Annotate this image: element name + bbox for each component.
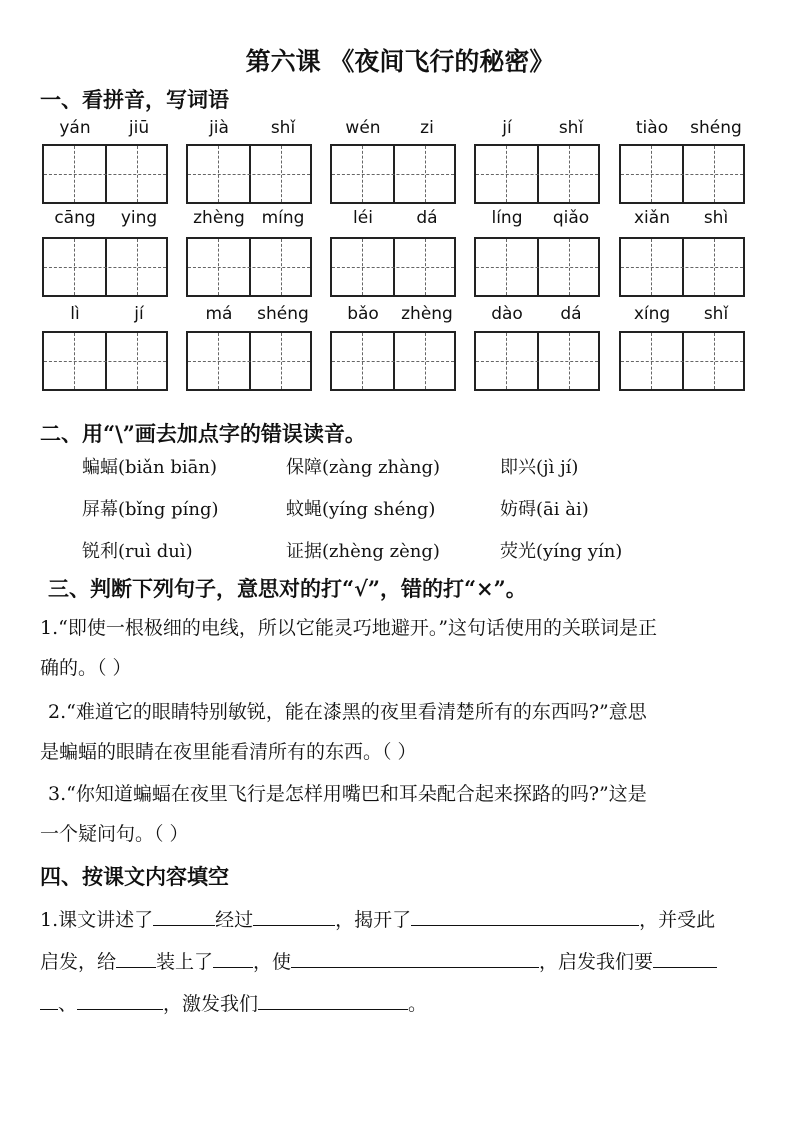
pinyin-syllable: míng (261, 208, 305, 228)
answer-blank[interactable] (258, 991, 408, 1010)
pinyin-label (330, 208, 460, 228)
pinyin-syllable: shǐ (703, 304, 729, 324)
answer-blank[interactable] (77, 991, 163, 1010)
fill-line-1: 1.课文讲述了 经过 ，揭开了 ，并受此 (40, 909, 716, 931)
pinyin-label (42, 118, 172, 138)
pron-item: 保障(zàng zhàng) (286, 457, 441, 478)
answer-blank[interactable] (411, 907, 639, 926)
pinyin-label (186, 118, 316, 138)
fill-line-2: 启发，给 装上了 ，使 ，启发我们要 (40, 947, 717, 974)
writing-grid[interactable] (42, 237, 168, 297)
writing-grid[interactable] (474, 144, 600, 204)
writing-grid[interactable] (619, 331, 745, 391)
writing-grid[interactable] (330, 144, 456, 204)
pinyin-label (619, 118, 749, 138)
writing-grid[interactable] (330, 237, 456, 297)
pinyin-syllable: xiǎn (634, 208, 670, 228)
answer-blank[interactable] (213, 949, 253, 968)
pinyin-syllable: dá (560, 304, 582, 324)
answer-blank[interactable] (153, 907, 215, 926)
writing-grid[interactable] (474, 331, 600, 391)
writing-grid[interactable] (186, 144, 312, 204)
pron-item: 锐利(ruì duì) (82, 541, 193, 562)
pinyin-syllable: bǎo (347, 304, 379, 324)
pron-item: 蝙蝠(biǎn biān) (82, 457, 217, 478)
pinyin-syllable: zhèng (401, 304, 453, 324)
pron-item: 蚊蝇(yíng shéng) (286, 499, 436, 520)
pinyin-syllable: ying (120, 208, 158, 228)
pinyin-label (474, 304, 604, 324)
fill-line-3: 、 ，激发我们 。 (40, 989, 427, 1016)
question-3-line1: 3.“你知道蝙蝠在夜里飞行是怎样用嘴巴和耳朵配合起来探路的吗?”这是 (48, 783, 647, 805)
question-2-line2: 是蝙蝠的眼睛在夜里能看清所有的东西。（ ） (40, 741, 417, 763)
pinyin-syllable: líng (491, 208, 523, 228)
question-2-line1: 2.“难道它的眼睛特别敏锐，能在漆黑的夜里看清楚所有的东西吗?”意思 (48, 701, 647, 723)
section-2-heading: 二、用“\”画去加点字的错误读音。 (40, 421, 366, 446)
pinyin-syllable: jí (502, 118, 512, 138)
pinyin-syllable: zhèng (193, 208, 245, 228)
pinyin-syllable: má (205, 304, 233, 324)
writing-grid[interactable] (186, 331, 312, 391)
pinyin-syllable: wén (345, 118, 381, 138)
pinyin-label (42, 304, 172, 324)
pinyin-syllable: dá (416, 208, 438, 228)
pinyin-label (619, 304, 749, 324)
section-4-heading: 四、按课文内容填空 (40, 864, 229, 889)
pinyin-syllable: xíng (633, 304, 671, 324)
section-1-heading: 一、看拼音，写词语 (40, 87, 229, 112)
pinyin-label (330, 118, 460, 138)
pinyin-label (330, 304, 460, 324)
answer-blank[interactable] (116, 949, 156, 968)
pinyin-label (42, 208, 172, 228)
pinyin-syllable: yán (59, 118, 91, 138)
pinyin-syllable: qiǎo (552, 208, 590, 228)
pinyin-label (619, 208, 749, 228)
answer-blank[interactable] (253, 907, 335, 926)
pinyin-syllable: shì (703, 208, 729, 228)
pinyin-syllable: zi (420, 118, 434, 138)
pron-item: 即兴(jì jí) (500, 457, 579, 478)
pinyin-syllable: jià (209, 118, 229, 138)
writing-grid[interactable] (474, 237, 600, 297)
pinyin-label (186, 208, 316, 228)
answer-blank[interactable] (653, 949, 717, 968)
pron-item: 证据(zhèng zèng) (286, 541, 440, 562)
pron-item: 荧光(yíng yín) (500, 541, 623, 562)
writing-grid[interactable] (42, 331, 168, 391)
section-3-heading: 三、判断下列句子，意思对的打“√”，错的打“×”。 (48, 576, 527, 601)
writing-grid[interactable] (186, 237, 312, 297)
writing-grid[interactable] (330, 331, 456, 391)
pinyin-syllable: tiào (635, 118, 669, 138)
answer-blank[interactable] (40, 991, 58, 1010)
writing-grid[interactable] (619, 144, 745, 204)
pinyin-syllable: shéng (690, 118, 742, 138)
pinyin-label (474, 208, 604, 228)
question-3-line2: 一个疑问句。（ ） (40, 823, 189, 845)
pinyin-label (186, 304, 316, 324)
pinyin-syllable: shǐ (270, 118, 296, 138)
pinyin-syllable: shǐ (558, 118, 584, 138)
pinyin-syllable: dào (491, 304, 523, 324)
pinyin-syllable: cāng (54, 208, 96, 228)
pinyin-syllable: shéng (257, 304, 309, 324)
pinyin-syllable: jí (134, 304, 144, 324)
pinyin-syllable: jiū (128, 118, 150, 138)
page-title: 第六课 《夜间飞行的秘密》 (245, 47, 555, 76)
pinyin-label (474, 118, 604, 138)
question-1-line1: 1.“即使一根极细的电线，所以它能灵巧地避开。”这句话使用的关联词是正 (40, 617, 658, 639)
pinyin-syllable: lì (70, 304, 80, 324)
pinyin-syllable: léi (353, 208, 373, 228)
writing-grid[interactable] (42, 144, 168, 204)
pron-item: 妨碍(āi ài) (500, 499, 589, 520)
writing-grid[interactable] (619, 237, 745, 297)
question-1-line2: 确的。（ ） (40, 657, 132, 679)
answer-blank[interactable] (291, 949, 539, 968)
pron-item: 屏幕(bǐng píng) (82, 499, 219, 520)
